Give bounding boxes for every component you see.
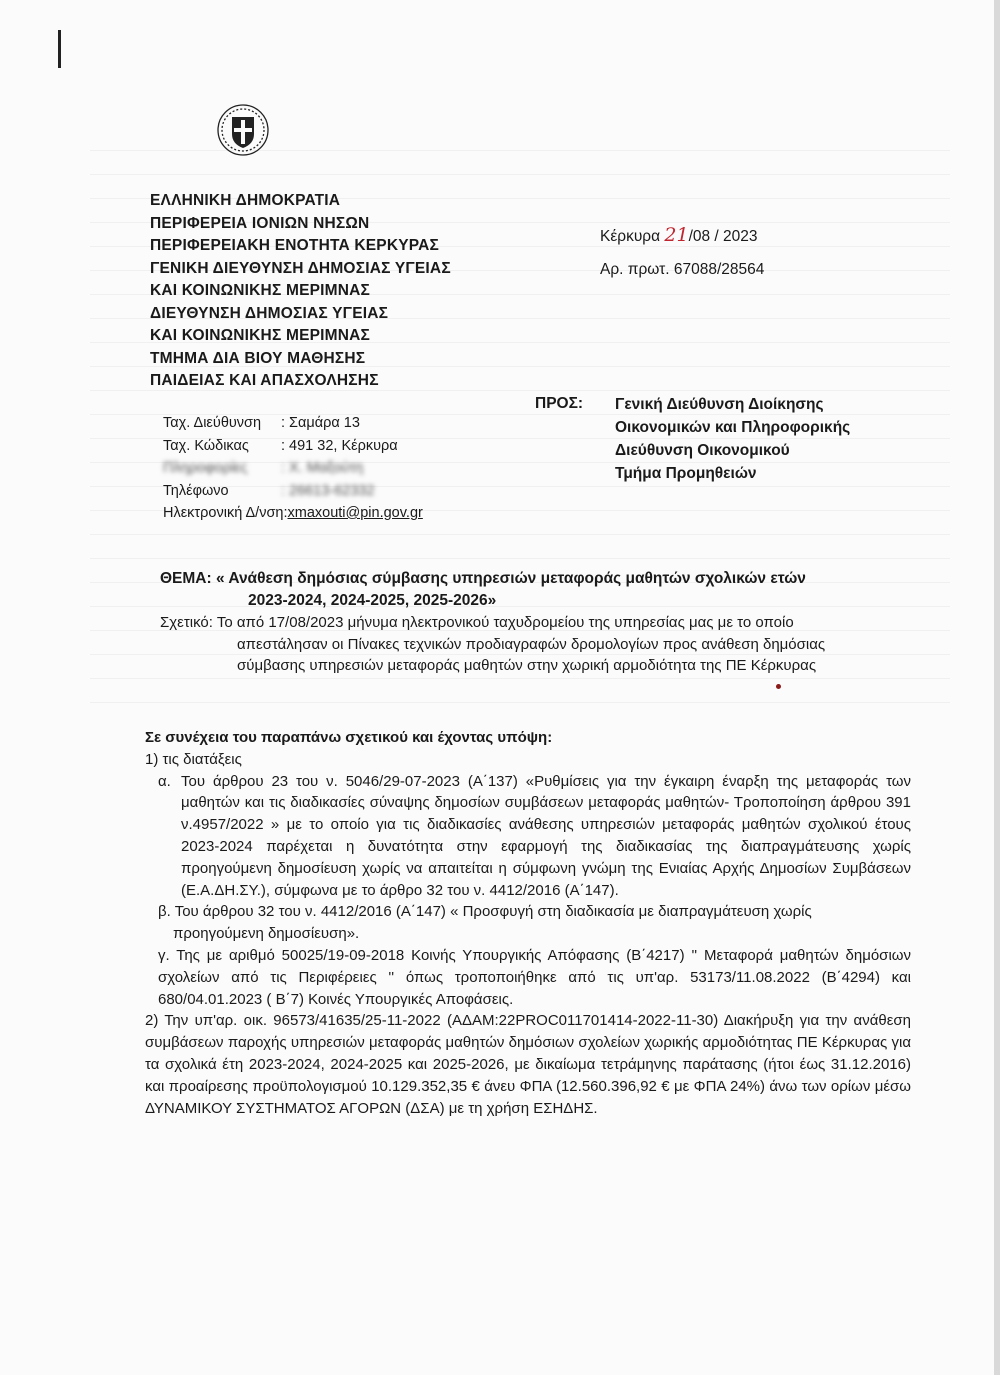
subject-line: ΘΕΜΑ: « Ανάθεση δημόσιας σύμβασης υπηρεσιών μεταφοράς μαθητών σχολικών ετών [160,570,806,587]
clause-b-line: προηγούμενη δημοσίευση». [173,925,360,943]
document-date [600,224,758,248]
date-month-year: /08 / 2023 [688,228,758,245]
email-label: Ηλεκτρονική Δ/νση: [163,505,288,521]
recipient-line: Τμήμα Προμηθειών [615,465,757,482]
email-link[interactable]: xmaxouti@pin.gov.gr [287,505,423,521]
header-line: ΚΑΙ ΚΟΙΝΩΝΙΚΗΣ ΜΕΡΙΜΝΑΣ [150,282,371,299]
info-value: : Χ. Μαξούτη [281,460,364,476]
body-intro: Σε συνέχεια του παραπάνω σχετικού και έχοντας υπόψη: [145,729,553,746]
header-line: ΚΑΙ ΚΟΙΝΩΝΙΚΗΣ ΜΕΡΙΜΝΑΣ [150,327,371,344]
related-reference [160,612,900,677]
recipient-line: Γενική Διεύθυνση Διοίκησης [615,396,824,413]
clause-c: γ. Της με αριθμό 50025/19-09-2018 Κοινής Υπουργικής Απόφασης (Β΄4217) '' Μεταφορά μαθητών δημόσιων σχολείων από τις Περιφέρειες '' όπως τροποποιήθηκε από τις υπ'αρ. 53173/11.08.2022 (Β΄4294) και 680/04.01.2023 ( Β΄7) Κοινές Υπουργικές Αποφάσεις. [158,946,911,1008]
clause-a [158,771,911,902]
greek-coat-of-arms-icon [215,102,271,158]
recipient-line: Διεύθυνση Οικονομικού [615,442,790,459]
header-line: ΕΛΛΗΝΙΚΗ ΔΗΜΟΚΡΑΤΙΑ [150,192,341,209]
clause-b-line: β. Του άρθρου 32 του ν. 4412/2016 (Α΄147) « Προσφυγή στη διαδικασία με διαπραγμάτευση χωρίς [158,903,812,921]
recipient-line: Οικονομικών και Πληροφορικής [615,419,851,436]
item-2: 2) Την υπ'αρ. οικ. 96573/41635/25-11-2022 (ΑΔΑΜ:22PROC011701414-2022-11-30) Διακήρυξη για την ανάθεση συμβάσεων παροχής υπηρεσιών μεταφοράς μαθητών δημόσιων σχολείων χωρικής αρμοδιότητας ΠΕ Κέρκυρας για τα σχολικά έτη 2023-2024, 2024-2025 και 2025-2026, με δικαίωμα τετράμηνης παράτασης (ήτοι έως 31.12.2016) και προαίρεσης προϋπολογισμού 10.129.352,35 € άνευ ΦΠΑ (12.560.396,92 € με ΦΠΑ 24%) άνω των ορίων μέσω ΔΥΝΑΜΙΚΟΥ ΣΥΣΤΗΜΑΤΟΣ ΑΓΟΡΩΝ (ΔΣΑ) με τη χρήση ΕΣΗΔΗΣ. [145,1012,911,1117]
related-line: σύμβασης υπηρεσιών μεταφοράς μαθητών στην χωρική αρμοδιότητα της ΠΕ Κέρκυρας [237,657,817,674]
header-line: ΔΙΕΥΘΥΝΣΗ ΔΗΜΟΣΙΑΣ ΥΓΕΙΑΣ [150,304,389,322]
phone-label: Τηλέφωνο [163,482,229,499]
document-body [145,727,911,1119]
handwritten-day: 21 [664,224,689,246]
address-label: Ταχ. Διεύθυνση [163,415,262,431]
subject-line: 2023-2024, 2024-2025, 2025-2026» [248,592,497,609]
contact-info [163,412,423,525]
info-label: Πληροφορίες [163,460,248,476]
clause-a-marker: α. [158,772,171,790]
ink-dot [776,684,781,689]
header-line: ΠΕΡΙΦΕΡΕΙΑΚΗ ΕΝΟΤΗΤΑ ΚΕΡΚΥΡΑΣ [150,237,440,254]
postal-value: : 491 32, Κέρκυρα [281,437,398,454]
date-place: Κέρκυρα [600,228,665,245]
header-line: ΠΕΡΙΦΕΡΕΙΑ ΙΟΝΙΩΝ ΝΗΣΩΝ [150,214,370,232]
address-value: : Σαμάρα 13 [281,415,360,431]
page-edge [994,0,1000,1375]
subject [160,568,806,612]
postal-label: Ταχ. Κώδικας [163,437,249,454]
recipient-block [615,393,850,485]
header-line: ΓΕΝΙΚΗ ΔΙΕΥΘΥΝΣΗ ΔΗΜΟΣΙΑΣ ΥΓΕΙΑΣ [150,259,451,277]
issuing-authority-header [150,190,451,393]
header-line: ΤΜΗΜΑ ΔΙΑ ΒΙΟΥ ΜΑΘΗΣΗΣ [150,349,366,367]
recipient-label: ΠΡΟΣ: [535,395,584,412]
margin-mark [58,30,61,68]
phone-value: : 26613-62332 [281,482,375,499]
related-line: Σχετικό: Το από 17/08/2023 μήνυμα ηλεκτρονικού ταχυδρομείου της υπηρεσίας μας με το οποίο [160,614,794,631]
related-line: απεστάλησαν οι Πίνακες τεχνικών προδιαγραφών δρομολογίων προς ανάθεση δημόσιας [237,635,826,653]
item-1-heading: 1) τις διατάξεις [145,750,242,768]
protocol-number: Αρ. πρωτ. 67088/28564 [600,261,765,278]
header-line: ΠΑΙΔΕΙΑΣ ΚΑΙ ΑΠΑΣΧΟΛΗΣΗΣ [150,372,379,389]
clause-a-text: Του άρθρου 23 του ν. 5046/29-07-2023 (Α΄137) «Ρυθμίσεις για την έγκαιρη έναρξη της μεταφοράς των μαθητών και τις διαδικασίες σύναψης δημοσίων συμβάσεων μεταφοράς μαθητών- Τροποποίηση άρθρου 391 ν.4957/2022 » με το οποίο για τις διαδικασίες ανάθεσης υπηρεσιών μεταφοράς μαθητών σχολικού έτους 2023-2024 παρέχεται η δυνατότητα στην εφαρμογή της διαδικασίας της διαπραγμάτευσης χωρίς προηγούμενη δημοσίευση χωρίς να απαιτείται η σύμφωνη γνώμη της Ενιαίας Αρχής Δημοσίων Συμβάσεων (Ε.Α.ΔΗ.ΣΥ.), σύμφωνα με το άρθρο 32 του ν. 4412/2016 (Α΄147). [181,772,911,899]
